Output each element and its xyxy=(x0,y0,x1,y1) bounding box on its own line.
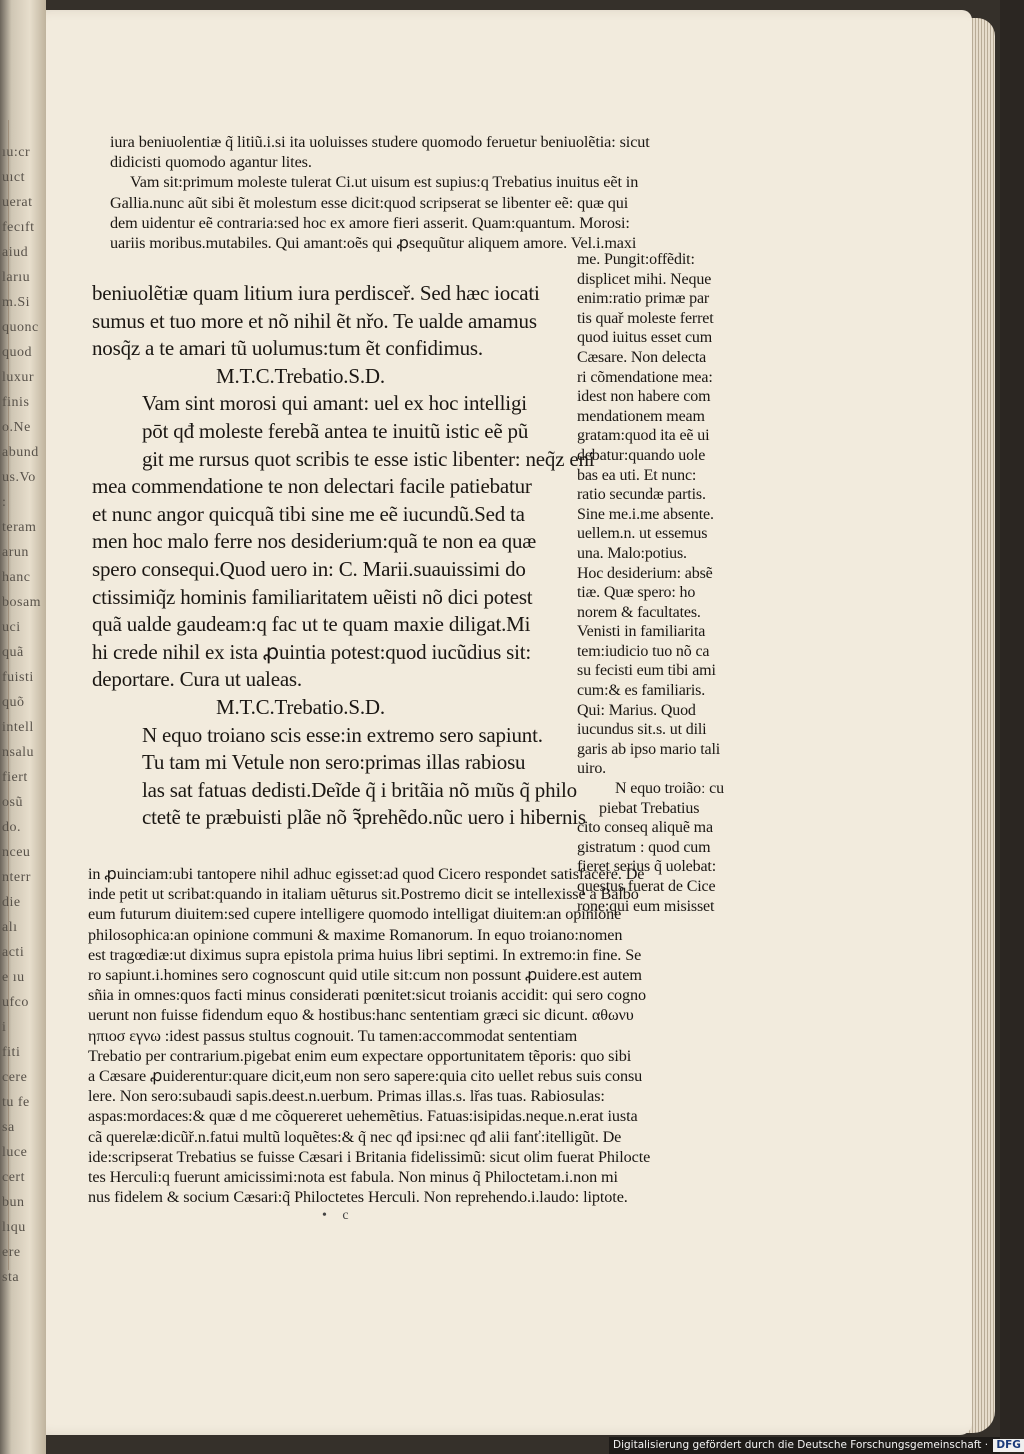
main-text-line: pōt qđ moleste ferebã antea te inuitũ istic eẽ pũ xyxy=(142,418,529,443)
commentary-line: ro sapiunt.i.homines sero cognoscunt quid utile sit:cum non possunt ꝓuidere.est autem xyxy=(88,966,642,985)
gloss-line: debatur:quando uole xyxy=(577,446,706,464)
gloss-line: una. Malo:potius. xyxy=(577,544,687,562)
letter-heading: M.T.C.Trebatio.S.D. xyxy=(216,363,385,388)
main-text-line: beniuolẽtiæ quam litium iura perdisceř. Sed hæc iocati xyxy=(92,281,540,305)
gloss-line: me. Pungit:offẽdit: xyxy=(577,251,695,268)
commentary-bottom xyxy=(88,864,650,1207)
gloss-line: bas ea uti. Et nunc: xyxy=(577,466,697,484)
gloss-line: N equo troiãoː cu xyxy=(615,780,724,798)
main-text-line: N equo troiano scis esse:in extremo sero sapiunt. xyxy=(142,722,543,747)
gloss-line: ri cõmendatione mea: xyxy=(577,368,713,386)
commentary-line: lere. Non sero:subaudi sapis.deest.n.uerbum. Primas illas.s. lřas tuas. Rabiosulas: xyxy=(88,1087,605,1106)
gloss-line: piebat Trebatius xyxy=(599,799,700,817)
facing-page-edge xyxy=(0,0,46,1454)
commentary-line: ide:scripserat Trebatius se fuisse Cæsari i Britania fidelissimũ: sicut olim fuerat Philocte xyxy=(88,1147,651,1166)
gloss-line: mendationem meam xyxy=(577,407,705,425)
commentary-line: Vam sit:primum moleste tulerat Ci.ut uisum est supius:q Trebatius inuitus eẽt in xyxy=(130,173,639,192)
main-text-line: deportare. Cura ut ualeas. xyxy=(92,667,302,692)
main-text-column xyxy=(92,280,594,832)
commentary-line: nus fidelem & socium Cæsari:q̃ Philoctetes Herculi. Non reprehendo.i.laudo: liptote. xyxy=(88,1188,628,1207)
page-marks: • c xyxy=(322,1208,355,1223)
main-text-line: Vam sint morosi qui amant: uel ex hoc intelligi xyxy=(142,391,527,416)
commentary-line: philosophica:an opinione communi & maxime Romanorum. In equo troiano:nomen xyxy=(88,925,623,944)
main-text-line: mea commendatione te non delectari facile patiebatur xyxy=(92,474,532,499)
gloss-line: cum:& es familiaris. xyxy=(577,682,706,700)
gloss-line: uiro. xyxy=(577,760,607,778)
letter-heading: M.T.C.Trebatio.S.D. xyxy=(216,694,385,719)
commentary-line: Trebatio per contrarium.pigebat enim eum expectare opportunitatem tẽporis: quo sibi xyxy=(88,1046,632,1065)
gloss-line: Sine me.i.me absente. xyxy=(577,505,714,523)
commentary-line: eum futurum diuitem:sed cupere intelligere quomodo intelligat diuitem:an opinione xyxy=(88,905,622,924)
gloss-line: tem:iudicio tuo nõ ca xyxy=(577,642,710,660)
dfg-logo: DFG xyxy=(993,1439,1024,1452)
commentary-line: iura beniuolentiæ q̃ litiũ.i.si ita uoluisses studere quomodo feruetur beniuolẽtia: sicut xyxy=(110,133,650,151)
commentary-line: Gallia.nunc aũt sibi ẽt molestum esse dicit:quod scripserat se libenter eẽ: quæ qui xyxy=(110,193,629,212)
main-text-line: ctetẽ te præbuisti plãe nõ ꝛ̃prehẽdo.nũc uero i hibernis xyxy=(142,805,586,830)
main-text-line: et nunc angor quicquã tibi sine me eẽ iucundũ.Sed ta xyxy=(92,501,525,526)
commentary-line: uerunt non fuisse fidendum equo & hostibus:hanc sententiam græci sic dicunt. αθωνυ xyxy=(88,1006,634,1025)
gloss-line: cito conseq aliquẽ ma xyxy=(577,819,713,837)
commentary-line: cã querelæ:dicũř.n.fatui multũ loquẽtes:& q̃ nec qđ ipsi:nec qđ alii fanť:itelligũt. De xyxy=(88,1127,622,1146)
commentary-line: ηπιοσ εγνω :idest passus stultus cognouit. Tu tamen:accommodat sententiam xyxy=(88,1026,578,1045)
gloss-line: tis quař moleste ferret xyxy=(577,309,714,327)
main-text-line: las sat fatuas dedisti.Deĩde q̃ i britãia nõ mı̃us q̃ philo xyxy=(142,777,577,802)
gloss-line: garis ab ipso mario tali xyxy=(577,740,721,758)
main-text-line: sumus et tuo more et nõ nihil ẽt nřo. Te ualde amamus xyxy=(92,308,537,333)
gloss-line: Qui: Marius. Quod xyxy=(577,701,696,719)
gloss-line: norem & facultates. xyxy=(577,603,701,621)
gloss-line: questus fuerat de Cice xyxy=(577,878,716,895)
commentary-line: est tragœdiæ:ut diximus supra epistola prima huius libri septimi. In extremo:in fine. Se xyxy=(88,945,642,964)
main-text-line: hi crede nihil ex ista ꝓuintia potest:quod iucũdius sit: xyxy=(92,639,531,664)
gloss-line: gratam:quod ita eẽ ui xyxy=(577,427,710,445)
main-text-line: Tu tam mi Vetule non sero:primas illas rabiosu xyxy=(142,750,526,775)
book-page xyxy=(22,10,972,1435)
digitization-credit xyxy=(609,1437,1021,1454)
gloss-line: fieret serius q̃ uolebat: xyxy=(577,858,717,876)
commentary-line: inde petit ut scribat:quando in italiam uẽturus sit.Postremo dicit se intellexisse a Balbo xyxy=(88,885,639,904)
gloss-line: tiæ. Quæ spero: ho xyxy=(577,584,696,602)
gloss-line: Hoc desiderium: absẽ xyxy=(577,564,713,582)
gloss-line: enim:ratio primæ par xyxy=(577,290,710,308)
main-text-line: spero consequi.Quod uero in: C. Marii.suauissimi do xyxy=(92,556,526,581)
gloss-line: ratio secundæ partis. xyxy=(577,486,706,504)
gloss-line: uellem.n. ut essemus xyxy=(577,525,708,543)
main-text-line: quã ualde gaudeam:q fac ut te quam maxie diligat.Mi xyxy=(92,612,531,637)
commentary-line: a Cæsare ꝓuiderentur:quare dicit,eum non sero sapere:quia cito uellet rebus suis consu xyxy=(88,1067,643,1086)
gloss-line: gistratum : quod cum xyxy=(577,838,711,856)
main-text-line: git me rursus quot scribis te esse istic libenter: neq̃z eni xyxy=(142,446,595,471)
commentary-line: tes Herculi:q fuerunt amicissimi:nota est fabula. Non minus q̃ Philoctetam.i.non mi xyxy=(88,1168,618,1187)
credit-text: Digitalisierung gefördert durch die Deutsche Forschungsgemeinschaft · xyxy=(613,1439,989,1451)
commentary-line: uariis moribus.mutabiles. Qui amant:oẽs qui ꝓsequũtur aliquem amore. Vel.i.maxi xyxy=(110,234,637,253)
commentary-line: in ꝓuinciam:ubi tantopere nihil adhuc egisset:ad quod Cicero respondet satisfacere. De xyxy=(88,865,645,883)
commentary-line: didicisti quomodo agantur lites. xyxy=(110,153,312,172)
commentary-top xyxy=(110,132,650,253)
gloss-line: quod iuitus esset cum xyxy=(577,329,713,347)
gloss-line: su fecisti eum tibi ami xyxy=(577,662,716,680)
main-text-line: men hoc malo ferre nos desiderium:quã te non ea quæ xyxy=(92,529,537,554)
main-text-line: ctissimiq̃z hominis familiaritatem uẽisti nõ dici potest xyxy=(92,584,533,609)
commentary-line: sñia in omnes:quos facti minus considerati pœnitet:sicut troianis accidit: qui sero cogno xyxy=(88,986,647,1005)
facing-page-text: ıu:cr uıct uerat fecıft aiud larıu m.Si quonc quod luxur finis o.Ne abund us.Vo : teram arun hanc bosam uci quã fuisti quõ intell nsalu fiert osũ do. nceu nterr die alı acti e ıu ufco i fiti cere tu fe sa luce cert bun lıqu ere sta xyxy=(2,145,42,1285)
gloss-line: displicet mihi. Neque xyxy=(577,270,712,288)
gloss-line: idest non habere com xyxy=(577,388,711,406)
gloss-line: Venisti in familiarita xyxy=(577,623,706,641)
commentary-line: dem uidentur eẽ contraria:sed hoc ex amore fieri asserit. Quam:quantum. Morosi: xyxy=(110,213,630,232)
marginal-gloss xyxy=(577,250,724,916)
gloss-line: Cæsare. Non delecta xyxy=(577,348,707,366)
commentary-line: aspas:mordaces:& quæ d me cõquereret uehemẽtius. Fatuas:isipidas.neque.n.erat iusta xyxy=(88,1107,638,1126)
main-text-line: nosq̃z a te amari tũ uolumus:tum ẽt confidimus. xyxy=(92,336,483,361)
gloss-line: iucundus sit.s. ut dili xyxy=(577,721,707,739)
gloss-line: rone:qui eum misisset xyxy=(577,897,715,915)
